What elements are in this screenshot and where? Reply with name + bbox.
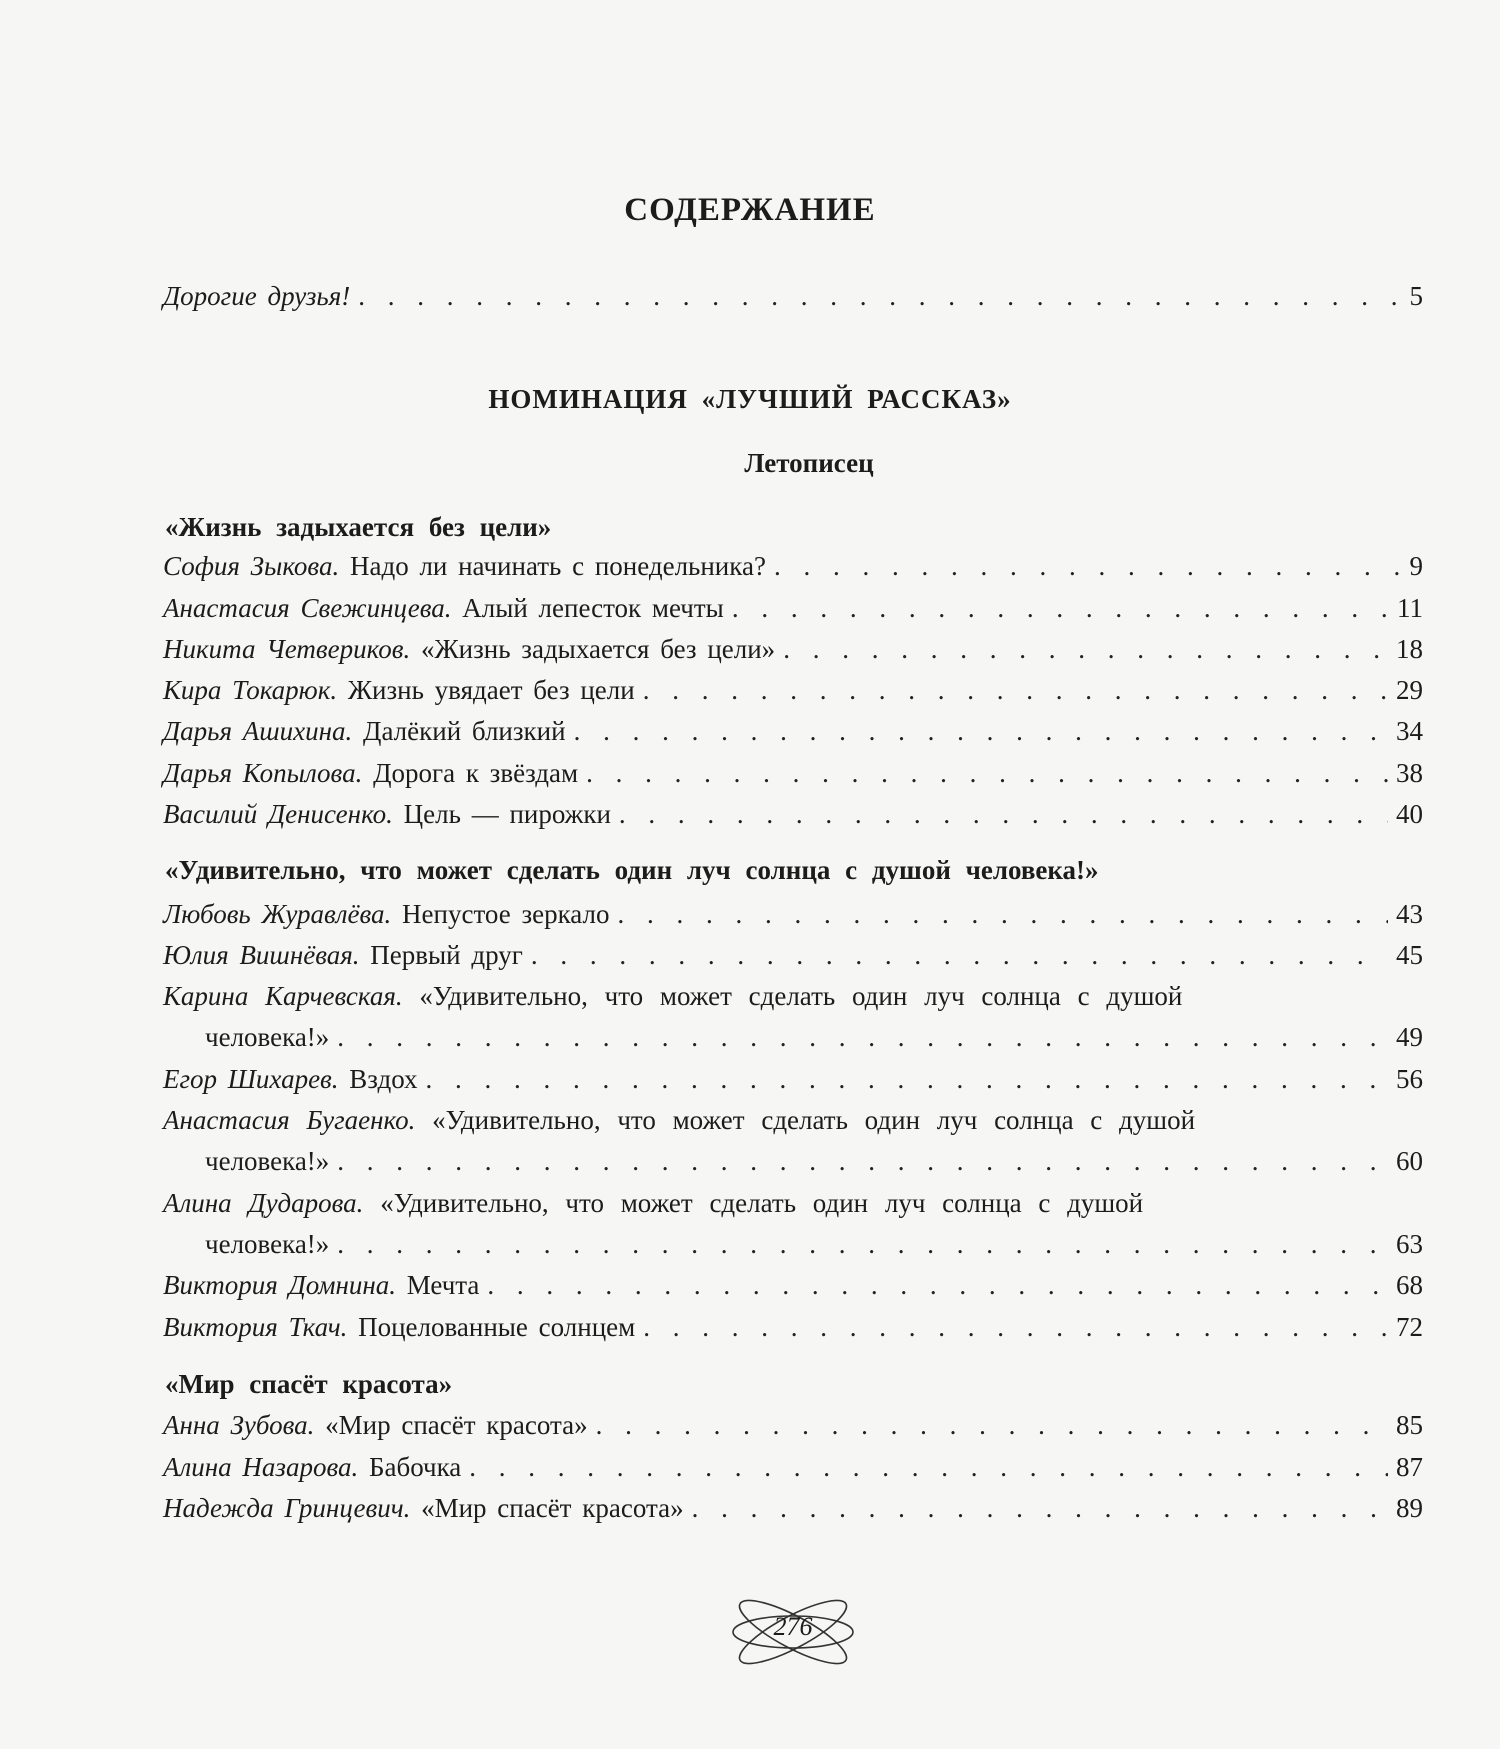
entry-author: Алина Дударова. xyxy=(163,1188,364,1218)
toc-entry xyxy=(163,1265,1423,1305)
intro-text: Дорогие друзья! xyxy=(163,281,351,311)
toc-entry xyxy=(163,1488,1423,1528)
dot-leader xyxy=(774,546,1402,586)
page-number: 9 xyxy=(1409,551,1423,581)
entry-author: Карина Карчевская. xyxy=(163,981,403,1011)
entry-title: Надо ли начинать с понедельника? xyxy=(349,551,766,581)
toc-entry-first-line xyxy=(163,976,1423,1016)
entry-title: «Мир спасёт красота» xyxy=(325,1410,588,1440)
page-number: 85 xyxy=(1396,1410,1423,1440)
entry-title: «Удивительно, что может сделать один луч солнца с душой xyxy=(380,1188,1144,1218)
dot-leader xyxy=(487,1265,1388,1305)
entry-title: Вздох xyxy=(349,1064,418,1094)
toc-entry xyxy=(163,794,1423,834)
page-number: 68 xyxy=(1396,1270,1423,1300)
dot-leader xyxy=(596,1405,1388,1445)
dot-leader xyxy=(618,894,1388,934)
dot-leader xyxy=(692,1488,1388,1528)
page-number: 63 xyxy=(1396,1229,1423,1259)
toc-entry xyxy=(163,894,1423,934)
page-number: 72 xyxy=(1396,1312,1423,1342)
dot-leader xyxy=(783,629,1388,669)
entry-author: Василий Денисенко. xyxy=(163,799,393,829)
entry-title: «Жизнь задыхается без цели» xyxy=(420,634,776,664)
page-number: 29 xyxy=(1396,675,1423,705)
entry-author: Надежда Гринцевич. xyxy=(163,1493,411,1523)
dot-leader xyxy=(358,276,1401,316)
toc-entry-continuation xyxy=(205,1017,1423,1057)
entry-title: Жизнь увядает без цели xyxy=(347,675,635,705)
page-number: 45 xyxy=(1396,940,1423,970)
entry-author: Дарья Копылова. xyxy=(163,758,363,788)
group-heading: «Мир спасёт красота» xyxy=(165,1369,453,1399)
toc-entry xyxy=(163,1307,1423,1347)
dot-leader xyxy=(574,711,1388,751)
page-number: 56 xyxy=(1396,1064,1423,1094)
entry-author: Кира Токарюк. xyxy=(163,675,338,705)
entry-author: Егор Шихарев. xyxy=(163,1064,339,1094)
page-number: 89 xyxy=(1396,1493,1423,1523)
entry-author: София Зыкова. xyxy=(163,551,340,581)
page-number-folio: 276 xyxy=(773,1612,813,1641)
toc-entry-continuation xyxy=(205,1141,1423,1181)
entry-title: Поцелованные солнцем xyxy=(358,1312,636,1342)
entry-author: Анастасия Свежинцева. xyxy=(163,593,452,623)
toc-entry-intro xyxy=(163,276,1423,316)
toc-entry xyxy=(163,629,1423,669)
page-number: 40 xyxy=(1396,799,1423,829)
entry-author: Юлия Вишнёвая. xyxy=(163,940,360,970)
entry-title: Непустое зеркало xyxy=(402,899,610,929)
entry-title-continuation: человека!» xyxy=(205,1146,330,1176)
entry-author: Анастасия Бугаенко. xyxy=(163,1105,416,1135)
entry-author: Анна Зубова. xyxy=(163,1410,315,1440)
toc-entry xyxy=(163,670,1423,710)
page-number: 38 xyxy=(1396,758,1423,788)
entry-title: «Удивительно, что может сделать один луч солнца с душой xyxy=(432,1105,1196,1135)
group-heading: «Жизнь задыхается без цели» xyxy=(165,512,552,542)
entry-title: «Мир спасёт красота» xyxy=(421,1493,684,1523)
page-number: 87 xyxy=(1396,1452,1423,1482)
entry-author: Дарья Ашихина. xyxy=(163,716,353,746)
page-number: 43 xyxy=(1396,899,1423,929)
toc-entry xyxy=(163,711,1423,751)
page-number: 60 xyxy=(1396,1146,1423,1176)
dot-leader xyxy=(586,753,1388,793)
dot-leader xyxy=(619,794,1388,834)
page-number: 11 xyxy=(1397,593,1423,623)
entry-title: Алый лепесток мечты xyxy=(462,593,724,623)
page-title: СОДЕРЖАНИЕ xyxy=(624,192,876,228)
page-number: 18 xyxy=(1396,634,1423,664)
entry-author: Виктория Ткач. xyxy=(163,1312,348,1342)
toc-entry xyxy=(163,588,1423,628)
page-folio xyxy=(728,1592,858,1672)
entry-title: Цель — пирожки xyxy=(403,799,611,829)
toc-entry xyxy=(163,546,1423,586)
entry-title-continuation: человека!» xyxy=(205,1229,330,1259)
page-number: 34 xyxy=(1396,716,1423,746)
entry-title: Мечта xyxy=(406,1270,480,1300)
dot-leader xyxy=(469,1447,1388,1487)
dot-leader xyxy=(643,1307,1388,1347)
toc-entry xyxy=(163,935,1423,975)
entry-title: Дорога к звёздам xyxy=(373,758,579,788)
page-number: 49 xyxy=(1396,1022,1423,1052)
dot-leader xyxy=(337,1224,1388,1264)
dot-leader xyxy=(426,1059,1388,1099)
subsection-heading: Летописец xyxy=(744,448,874,478)
toc-entry xyxy=(163,753,1423,793)
dot-leader xyxy=(531,935,1388,975)
entry-title-continuation: человека!» xyxy=(205,1022,330,1052)
entry-author: Любовь Журавлёва. xyxy=(163,899,392,929)
toc-entry xyxy=(163,1059,1423,1099)
dot-leader xyxy=(337,1141,1388,1181)
entry-author: Виктория Домнина. xyxy=(163,1270,396,1300)
dot-leader xyxy=(337,1017,1388,1057)
toc-entry xyxy=(163,1405,1423,1445)
dot-leader xyxy=(643,670,1388,710)
group-heading: «Удивительно, что может сделать один луч солнца с душой человека!» xyxy=(165,855,1099,885)
entry-title: Первый друг xyxy=(370,940,523,970)
toc-entry-first-line xyxy=(163,1183,1423,1223)
entry-title: Далёкий близкий xyxy=(363,716,566,746)
entry-author: Никита Четвериков. xyxy=(163,634,411,664)
entry-author: Алина Назарова. xyxy=(163,1452,359,1482)
entry-title: «Удивительно, что может сделать один луч солнца с душой xyxy=(419,981,1183,1011)
page-number: 5 xyxy=(1409,281,1423,311)
toc-entry xyxy=(163,1447,1423,1487)
nomination-heading: НОМИНАЦИЯ «ЛУЧШИЙ РАССКАЗ» xyxy=(488,384,1012,414)
entry-title: Бабочка xyxy=(368,1452,462,1482)
toc-entry-first-line xyxy=(163,1100,1423,1140)
dot-leader xyxy=(732,588,1389,628)
toc-entry-continuation xyxy=(205,1224,1423,1264)
